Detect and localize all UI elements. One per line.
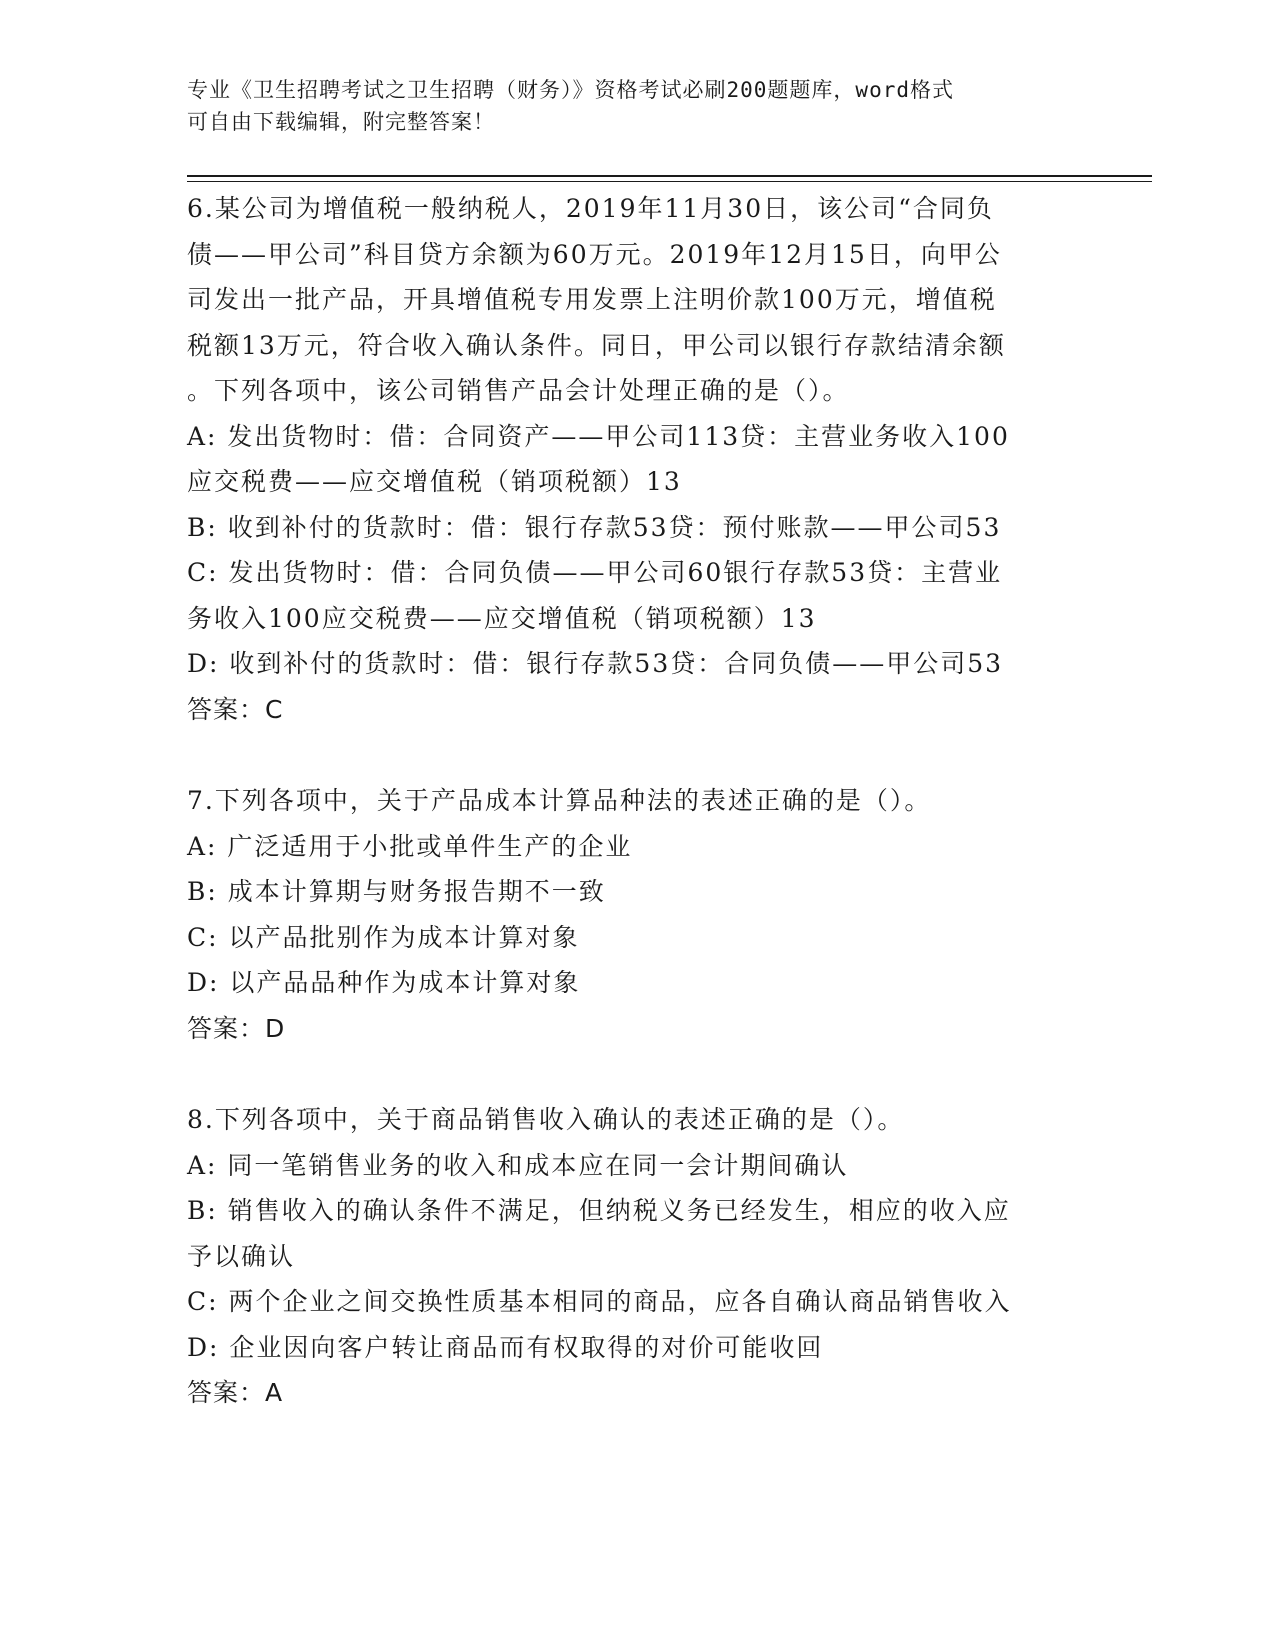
- question-6-option-b: B: 收到补付的货款时：借：银行存款53贷：预付账款——甲公司53: [187, 512, 1002, 542]
- question-8-option-b: 予以确认: [187, 1241, 296, 1271]
- document-header: [187, 74, 1087, 138]
- question-7-option-d: D: 以产品品种作为成本计算对象: [187, 968, 581, 997]
- question-6-text: 司发出一批产品，开具增值税专用发票上注明价款100万元，增值税: [187, 285, 997, 314]
- question-7: [187, 778, 1087, 1051]
- question-6-option-c: 务收入100应交税费——应交增值税（销项税额）13: [187, 603, 817, 633]
- question-6-option-a: 应交税费——应交增值税（销项税额）13: [187, 467, 682, 496]
- question-8-text: 8.下列各项中，关于商品销售收入确认的表述正确的是（）。: [187, 1105, 905, 1134]
- question-6-option-d: D: 收到补付的货款时：借：银行存款53贷：合同负债——甲公司53: [187, 649, 1004, 678]
- question-6-text: 税额13万元，符合收入确认条件。同日，甲公司以银行存款结清余额: [187, 330, 1006, 360]
- question-6-option-a: A: 发出货物时：借：合同资产——甲公司113贷：主营业务收入100: [187, 421, 1010, 451]
- question-6-text: 。下列各项中，该公司销售产品会计处理正确的是（）。: [187, 376, 850, 405]
- question-8-option-c: C: 两个企业之间交换性质基本相同的商品，应各自确认商品销售收入: [187, 1287, 1012, 1316]
- header-divider-thin: [187, 181, 1152, 182]
- question-6-text: 6.某公司为增值税一般纳税人，2019年11月30日，该公司“合同负: [187, 194, 994, 223]
- question-8-option-d: D: 企业因向客户转让商品而有权取得的对价可能收回: [187, 1332, 824, 1362]
- header-line-2: 可自由下载编辑，附完整答案！: [187, 110, 495, 134]
- question-7-option-b: B: 成本计算期与财务报告期不一致: [187, 877, 606, 906]
- question-7-answer: 答案：D: [187, 1013, 286, 1043]
- question-6: [187, 186, 1087, 732]
- question-8-option-b: B: 销售收入的确认条件不满足，但纳税义务已经发生，相应的收入应: [187, 1196, 1011, 1225]
- question-7-option-c: C: 以产品批别作为成本计算对象: [187, 922, 580, 952]
- header-divider-thick: [187, 175, 1152, 177]
- question-7-text: 7.下列各项中，关于产品成本计算品种法的表述正确的是（）。: [187, 786, 932, 815]
- question-6-answer: 答案：C: [187, 694, 284, 724]
- header-line-1: 专业《卫生招聘考试之卫生招聘（财务）》资格考试必刷200题题库，word格式: [187, 78, 954, 102]
- question-8-option-a: A: 同一笔销售业务的收入和成本应在同一会计期间确认: [187, 1150, 849, 1180]
- question-7-option-a: A: 广泛适用于小批或单件生产的企业: [187, 831, 633, 861]
- question-8-answer: 答案：A: [187, 1378, 284, 1407]
- question-8: [187, 1097, 1087, 1416]
- question-list: [187, 186, 1087, 1416]
- question-6-text: 债——甲公司”科目贷方余额为60万元。2019年12月15日，向甲公: [187, 239, 1002, 269]
- question-6-option-c: C: 发出货物时：借：合同负债——甲公司60银行存款53贷：主营业: [187, 558, 1003, 587]
